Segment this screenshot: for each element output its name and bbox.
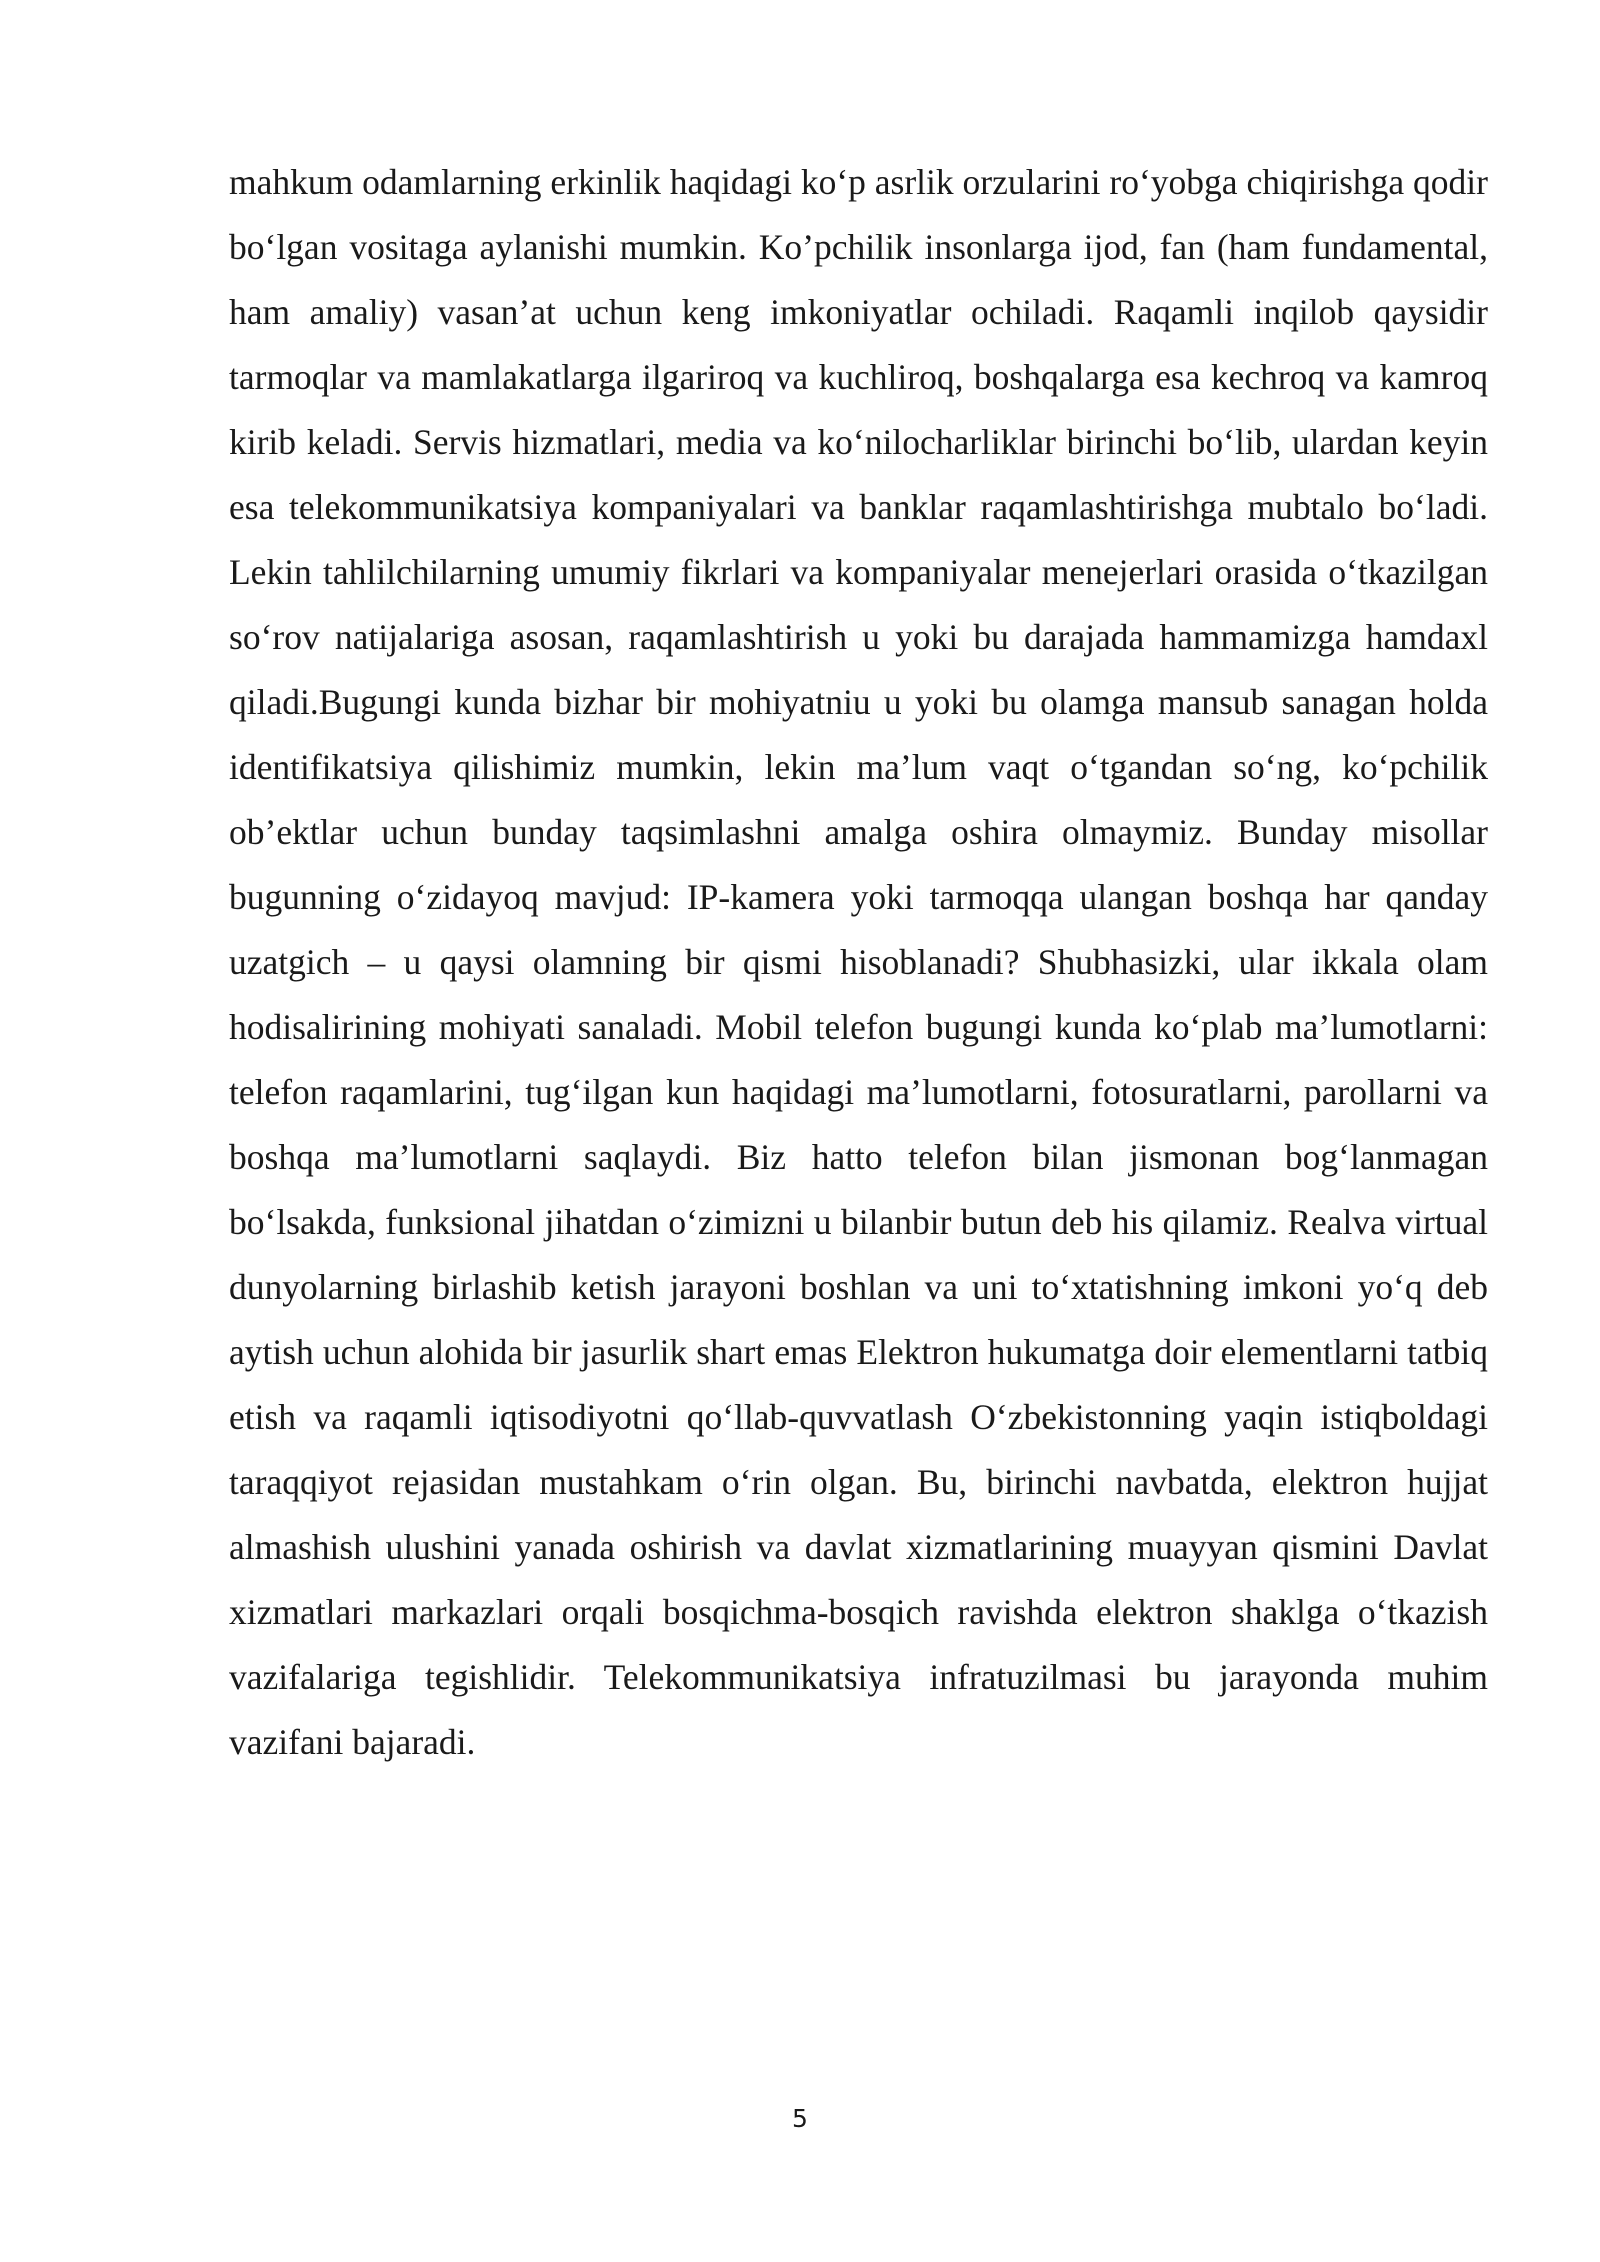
page-number: 5 xyxy=(792,2104,808,2133)
body-text-block xyxy=(229,150,1488,1775)
body-paragraph: mahkum odamlarning erkinlik haqidagi ko‘p asrlik orzularini ro‘yobga chiqirishga qodir bo‘lgan vositaga aylanishi mumkin. Ko’pchilik insonlarga ijod, fan (ham fundamental, ham amaliy) vasan’at uchun keng imkoniyatlar ochiladi. Raqamli inqilob qaysidir tarmoqlar va mamlakatlarga ilgariroq va kuchliroq, boshqalarga esa kechroq va kamroq kirib keladi. Servis hizmatlari, media va ko‘nilocharliklar birinchi bo‘lib, ulardan keyin esa telekommunikatsiya kompaniyalari va banklar raqamlashtirishga mubtalo bo‘ladi. Lekin tahlilchilarning umumiy fikrlari va kompaniyalar menejerlari orasida o‘tkazilgan so‘rov natijalariga asosan, raqamlashtirish u yoki bu darajada hammamizga hamdaxl qiladi.Bugungi kunda bizhar bir mohiyatniu u yoki bu olamga mansub sanagan holda identifikatsiya qilishimiz mumkin, lekin ma’lum vaqt o‘tgandan so‘ng, ko‘pchilik ob’ektlar uchun bunday taqsimlashni amalga oshira olmaymiz. Bunday misollar bugunning o‘zidayoq mavjud: IP-kamera yoki tarmoqqa ulangan boshqa har qanday uzatgich – u qaysi olamning bir qismi hisoblanadi? Shubhasizki, ular ikkala olam hodisalirining mohiyati sanaladi. Mobil telefon bugungi kunda ko‘plab ma’lumotlarni: telefon raqamlarini, tug‘ilgan kun haqidagi ma’lumotlarni, fotosuratlarni, parollarni va boshqa ma’lumotlarni saqlaydi. Biz hatto telefon bilan jismonan bog‘lanmagan bo‘lsakda, funksional jihatdan o‘zimizni u bilanbir butun deb his qilamiz. Realva virtual dunyolarning birlashib ketish jarayoni boshlan va uni to‘xtatishning imkoni yo‘q deb aytish uchun alohida bir jasurlik shart emas Elektron hukumatga doir elementlarni tatbiq etish va raqamli iqtisodiyotni qo‘llab-quvvatlash O‘zbekistonning yaqin istiqboldagi taraqqiyot rejasidan mustahkam o‘rin olgan. Bu, birinchi navbatda, elektron hujjat almashish ulushini yanada oshirish va davlat xizmatlarining muayyan qismini Davlat xizmatlari markazlari orqali bosqichma-bosqich ravishda elektron shaklga o‘tkazish vazifalariga tegishlidir. Telekommunikatsiya infratuzilmasi bu jarayonda muhim vazifani bajaradi. xyxy=(229,162,1488,1762)
